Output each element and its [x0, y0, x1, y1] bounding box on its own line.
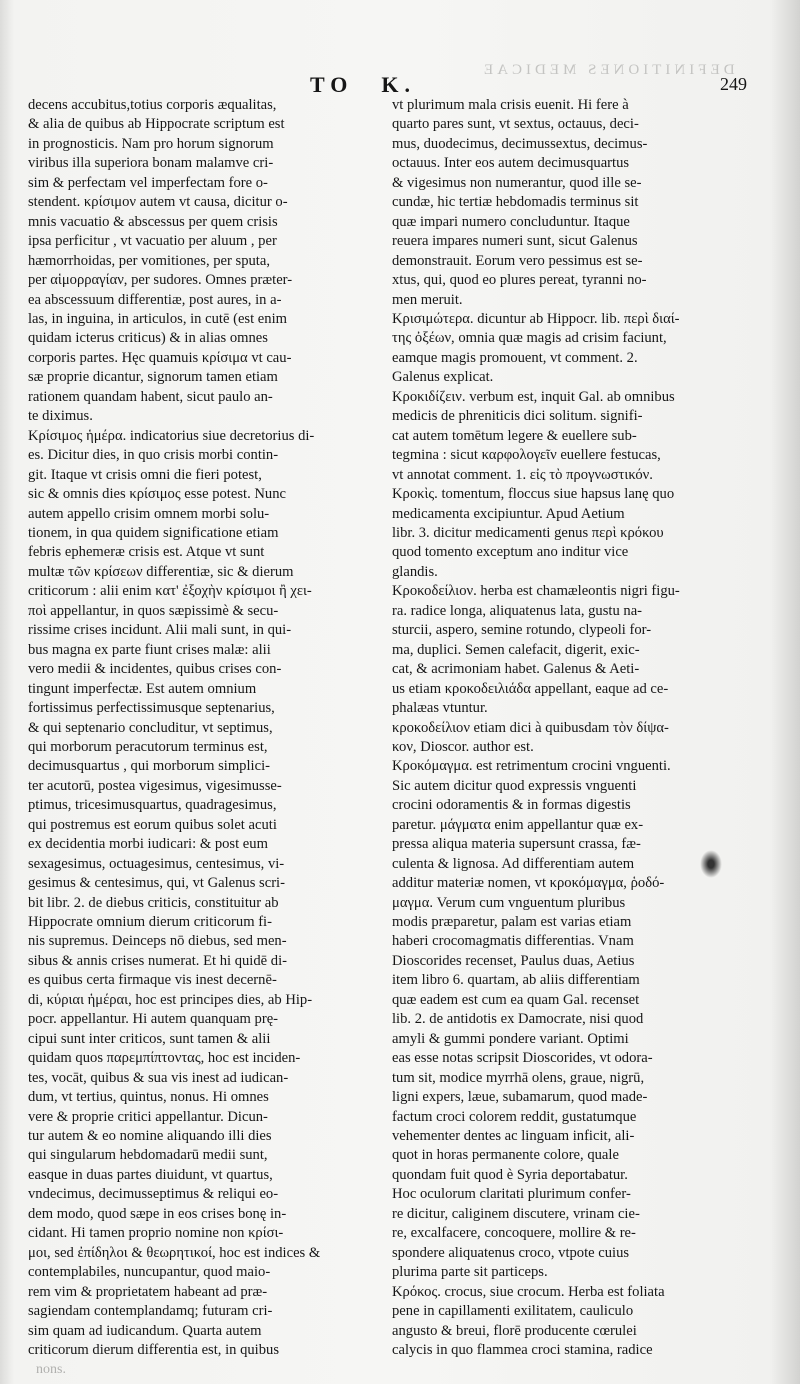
text-line: viribus illa superiora bonam malamve cri-: [28, 155, 274, 172]
text-line: quidam quos παρεμπίπτοντας, hoc est inciden-: [28, 1050, 301, 1067]
text-line: dum, vt tertius, quintus, nonus. Hi omnes: [28, 1089, 269, 1106]
text-line: rem vim & proprietatem habeant ad præ-: [28, 1283, 268, 1300]
text-line: demonstrauit. Eorum vero pessimus est se-: [392, 252, 643, 269]
text-line: octauus. Inter eos autem decimusquartus: [392, 155, 630, 172]
text-line: criticorum dierum differentia est, in quibus: [28, 1342, 280, 1358]
text-line: & qui septenario concluditur, vt septimus,: [28, 719, 273, 736]
text-line: pressa aliqua materia supersunt crassa, fæ-: [392, 836, 641, 853]
bleed-through-text: DEFINITIONES MEDICAE: [480, 62, 735, 78]
text-line: tingunt imperfectæ. Est autem omnium: [28, 680, 257, 697]
text-line: ipsa perficitur , vt vacuatio per aluum , per: [28, 233, 277, 250]
text-line: Κροκιδίζειν. verbum est, inquit Gal. ab omnibus: [392, 388, 675, 405]
text-line: Κροκόμαγμα. est retrimentum crocini vnguenti.: [392, 758, 671, 775]
text-line: bit libr. 2. de diebus criticis, constituitur ab: [28, 894, 279, 911]
text-line: vt plurimum mala crisis euenit. Hi fere à: [392, 97, 629, 113]
text-line: fortissimus perfectissimusque septenarius,: [28, 700, 275, 717]
text-line: Κρόκος. crocus, siue crocum. Herba est foliata: [392, 1283, 665, 1300]
text-line: μαγμα. Verum cum vnguentum pluribus: [392, 894, 626, 911]
text-line: vere & proprie critici appellantur. Dicun-: [28, 1108, 268, 1125]
text-line: ea abscessuum differentiæ, post aures, in a-: [28, 291, 282, 308]
text-line: us etiam κροκοδειλιάδα appellant, eaque ad ce-: [392, 680, 669, 697]
text-line: medicis de phreniticis dici solitum. signifi-: [392, 408, 643, 425]
text-line: febris ephemeræ crisis est. Atque vt sunt: [28, 544, 265, 561]
text-line: μοι, sed ἐπίδηλοι & θεωρητικοί, hoc est indices &: [28, 1244, 321, 1261]
text-line: κροκοδείλιον etiam dici à quibusdam τὸν δίψα-: [392, 719, 669, 736]
text-line: rissime crises incidunt. Alii mali sunt, in qui-: [28, 622, 292, 639]
text-line: qui singularum hebdomadarū medii sunt,: [28, 1147, 268, 1164]
text-line: phalæas vtuntur.: [392, 700, 488, 717]
text-line: qui postremus est eorum quibus solet acuti: [28, 816, 277, 833]
text-line: pene in capillamenti exilitatem, cauliculo: [392, 1303, 634, 1320]
text-line: ποὶ appellantur, in quos sæpissimè & secu-: [28, 602, 279, 619]
text-line: Κροκὶς. tomentum, floccus siue hapsus lanę quo: [392, 486, 675, 503]
text-line: men meruit.: [392, 291, 463, 308]
text-line: quot in horas permanente colore, quale: [392, 1147, 619, 1164]
text-line: quarto pares sunt, vt sextus, octauus, deci-: [392, 116, 639, 133]
text-line: per αἱμορραγίαν, per sudores. Omnes præter-: [28, 272, 293, 289]
text-line: las, in inguina, in articulos, in cutē (est enim: [28, 310, 287, 327]
text-line: sturcii, aspero, semine rotundo, clypeoli for-: [392, 622, 652, 639]
text-line: sim & perfectam vel imperfectam fore o-: [28, 174, 268, 191]
text-line: es quibus certa firmaque vis inest decernē-: [28, 972, 277, 989]
text-line: ptimus, tricesimusquartus, quadragesimus,: [28, 797, 277, 814]
text-line: vehementer dentes ac linguam inficit, ali-: [392, 1128, 635, 1145]
text-line: dem modo, quod sæpe in eos crises bonę in-: [28, 1205, 287, 1222]
text-line: κον, Dioscor. author est.: [392, 738, 534, 755]
text-line: criticorum : alii enim κατ' ἐξοχὴν κρίσιμοι ἢ χει-: [28, 583, 312, 600]
text-line: ligni expers, læue, subamarum, quod made-: [392, 1089, 648, 1106]
right-text-column: [392, 96, 758, 1360]
text-line: Hippocrate omnium dierum criticorum fi-: [28, 914, 272, 931]
text-line: Sic autem dicitur quod expressis vnguenti: [392, 777, 637, 794]
text-line: tionem, in qua quidem significatione etiam: [28, 524, 279, 541]
text-line: ex decidentia morbi iudicari: & post eum: [28, 836, 268, 853]
text-line: contemplabiles, nuncupantur, quod maio-: [28, 1264, 271, 1281]
text-line: quod tomento exceptum ano inditur vice: [392, 544, 629, 561]
text-line: re, excalfacere, concoquere, mollire & re-: [392, 1225, 636, 1242]
text-line: sagiendam contemplandamq; futuram cri-: [28, 1303, 273, 1320]
text-line: xtus, qui, quod eo plures pereat, tyranni no-: [392, 272, 647, 289]
text-line: sim quam ad iudicandum. Quarta autem: [28, 1322, 262, 1339]
text-line: tum sit, modice myrrhā olens, graue, nigrū,: [392, 1069, 645, 1086]
text-line: rationem quandam habent, sicut paulo an-: [28, 388, 273, 405]
page-stamp: nons.: [36, 1362, 66, 1377]
text-line: mus, duodecimus, decimussextus, decimus-: [392, 135, 648, 152]
text-line: crocini odoramentis & in formas digestis: [392, 797, 631, 814]
text-line: Galenus explicat.: [392, 369, 494, 386]
text-line: της ὀξέων, omnia quæ magis ad crisim faciunt,: [392, 330, 667, 347]
text-line: tur autem & eo nomine aliquando illi dies: [28, 1128, 272, 1145]
text-line: quidam icterus criticus) & in alias omnes: [28, 330, 268, 347]
text-line: amyli & gummi pondere variant. Optimi: [392, 1030, 629, 1047]
ink-blot: [700, 850, 722, 878]
text-line: & alia de quibus ab Hippocrate scriptum est: [28, 116, 285, 133]
text-line: sic & omnis dies κρίσιμος esse potest. Nunc: [28, 486, 286, 503]
text-line: in prognosticis. Nam pro horum signorum: [28, 135, 274, 152]
text-line: re dicitur, caliginem discutere, vrinam cie-: [392, 1205, 640, 1222]
text-line: Κρισιμώτερα. dicuntur ab Hippocr. lib. περὶ διαί-: [392, 310, 680, 327]
text-line: & vigesimus non numerantur, quod ille se-: [392, 174, 642, 191]
text-line: factum croci colorem reddit, gustatumque: [392, 1108, 637, 1125]
text-line: quæ eadem est cum ea quam Gal. recenset: [392, 991, 640, 1008]
text-line: bus magna ex parte fiunt crises malæ: alii: [28, 641, 271, 658]
text-line: Hoc oculorum claritati plurimum confer-: [392, 1186, 631, 1203]
running-head-left: TO: [310, 72, 354, 97]
running-head: [310, 72, 416, 98]
text-line: te diximus.: [28, 408, 93, 425]
text-line: cidant. Hi tamen proprio nomine non κρίσι-: [28, 1225, 284, 1242]
text-line: quondam fuit quod è Syria deportabatur.: [392, 1166, 628, 1183]
left-text-column: [28, 96, 383, 1360]
text-line: eas esse notas scripsit Dioscorides, vt odora-: [392, 1050, 653, 1067]
text-line: hæmorrhoidas, per vomitiones, per sputa,: [28, 252, 270, 269]
text-line: decimusquartus , qui morborum simplici-: [28, 758, 270, 775]
text-line: ma, duplici. Semen calefacit, digerit, exic-: [392, 641, 640, 658]
text-line: vt annotat comment. 1. εἰς τὸ προγνωστικόν.: [392, 466, 653, 483]
text-line: haberi crocomagmatis differentias. Vnam: [392, 933, 634, 950]
text-line: lib. 2. de antidotis ex Damocrate, nisi quod: [392, 1011, 644, 1028]
text-line: di, κύριαι ἡμέραι, hoc est principes dies, ab Hip-: [28, 991, 313, 1008]
text-line: cat autem tomētum legere & euellere sub-: [392, 427, 637, 444]
text-line: angusto & breui, florē producente cœrulei: [392, 1322, 637, 1339]
text-line: item libro 6. quartam, ab aliis differentiam: [392, 972, 640, 989]
text-line: reuera impares numeri sunt, sicut Galenus: [392, 233, 638, 250]
text-line: decens accubitus,totius corporis æqualitas,: [28, 97, 277, 113]
text-line: eamque magis promouent, vt comment. 2.: [392, 349, 638, 366]
text-line: tes, vocāt, quibus & sua vis inest ad iudican-: [28, 1069, 289, 1086]
page-number: 249: [720, 74, 747, 94]
text-line: git. Itaque vt crisis omni die fieri potest,: [28, 466, 262, 483]
text-line: sæ proprie dicantur, signorum tamen etiam: [28, 369, 278, 386]
text-line: qui morborum peracutorum terminus est,: [28, 738, 268, 755]
text-line: libr. 3. dicitur medicamenti genus περὶ κρόκου: [392, 524, 664, 541]
text-line: spondere aliquatenus croco, vtpote cuius: [392, 1244, 630, 1261]
text-line: corporis partes. Hęc quamuis κρίσιμα vt cau-: [28, 349, 292, 366]
text-line: quæ impari numero concluduntur. Itaque: [392, 213, 630, 230]
text-line: culenta & lignosa. Ad differentiam autem: [392, 855, 635, 872]
text-line: ra. radice longa, aliquatenus lata, gustu na-: [392, 602, 643, 619]
text-line: nis supremus. Deinceps nō diebus, sed men-: [28, 933, 287, 950]
text-line: vero medii & incidentes, quibus crises con-: [28, 661, 282, 678]
text-line: plurima parte sit particeps.: [392, 1264, 548, 1281]
text-line: additur materiæ nomen, vt κροκόμαγμα, ῥοδό-: [392, 875, 665, 892]
text-line: modis præparetur, palam est varias etiam: [392, 914, 632, 931]
text-line: pocr. appellantur. Hi autem quanquam prę-: [28, 1011, 279, 1028]
text-line: cipui sunt inter criticos, sunt tamen & alii: [28, 1030, 271, 1047]
text-line: gesimus & centesimus, qui, vt Galenus scri-: [28, 875, 285, 892]
text-line: ter acutorū, postea vigesimus, vigesimusse-: [28, 777, 282, 794]
text-line: Dioscorides recenset, Paulus duas, Aetius: [392, 952, 635, 969]
text-line: Κρίσιμος ἡμέρα. indicatorius siue decretorius di-: [28, 427, 315, 444]
text-line: paretur. μάγματα enim appellantur quæ ex-: [392, 816, 644, 833]
text-line: autem appello crisim omnem morbi solu-: [28, 505, 270, 522]
running-head-right: K.: [381, 72, 417, 97]
text-line: multæ τῶν κρίσεων differentiæ, sic & dierum: [28, 563, 294, 580]
text-line: tegmina : sicut καρφολογεῖν euellere festucas,: [392, 447, 661, 464]
text-line: easque in duas partes diuidunt, vt quartus,: [28, 1166, 273, 1183]
text-line: mnis vacuatio & abscessus per quem crisis: [28, 213, 278, 230]
text-line: stendent. κρίσιμον autem vt causa, dicitur o-: [28, 194, 288, 211]
text-line: medicamenta excipiuntur. Apud Aetium: [392, 505, 625, 522]
text-line: cundæ, hic tertiæ hebdomadis terminus sit: [392, 194, 639, 211]
text-line: sexagesimus, octuagesimus, centesimus, vi-: [28, 855, 285, 872]
text-line: calycis in quo flammea croci stamina, radice: [392, 1342, 653, 1358]
text-line: vndecimus, decimusseptimus & reliqui eo-: [28, 1186, 279, 1203]
text-line: sibus & annis crises numerat. Et hi quidē di-: [28, 952, 287, 969]
text-line: es. Dicitur dies, in quo crisis morbi contin-: [28, 447, 279, 464]
text-line: cat, & acrimoniam habet. Galenus & Aeti-: [392, 661, 640, 678]
text-line: glandis.: [392, 563, 438, 580]
text-line: Κροκοδείλιον. herba est chamæleontis nigri figu-: [392, 583, 680, 600]
